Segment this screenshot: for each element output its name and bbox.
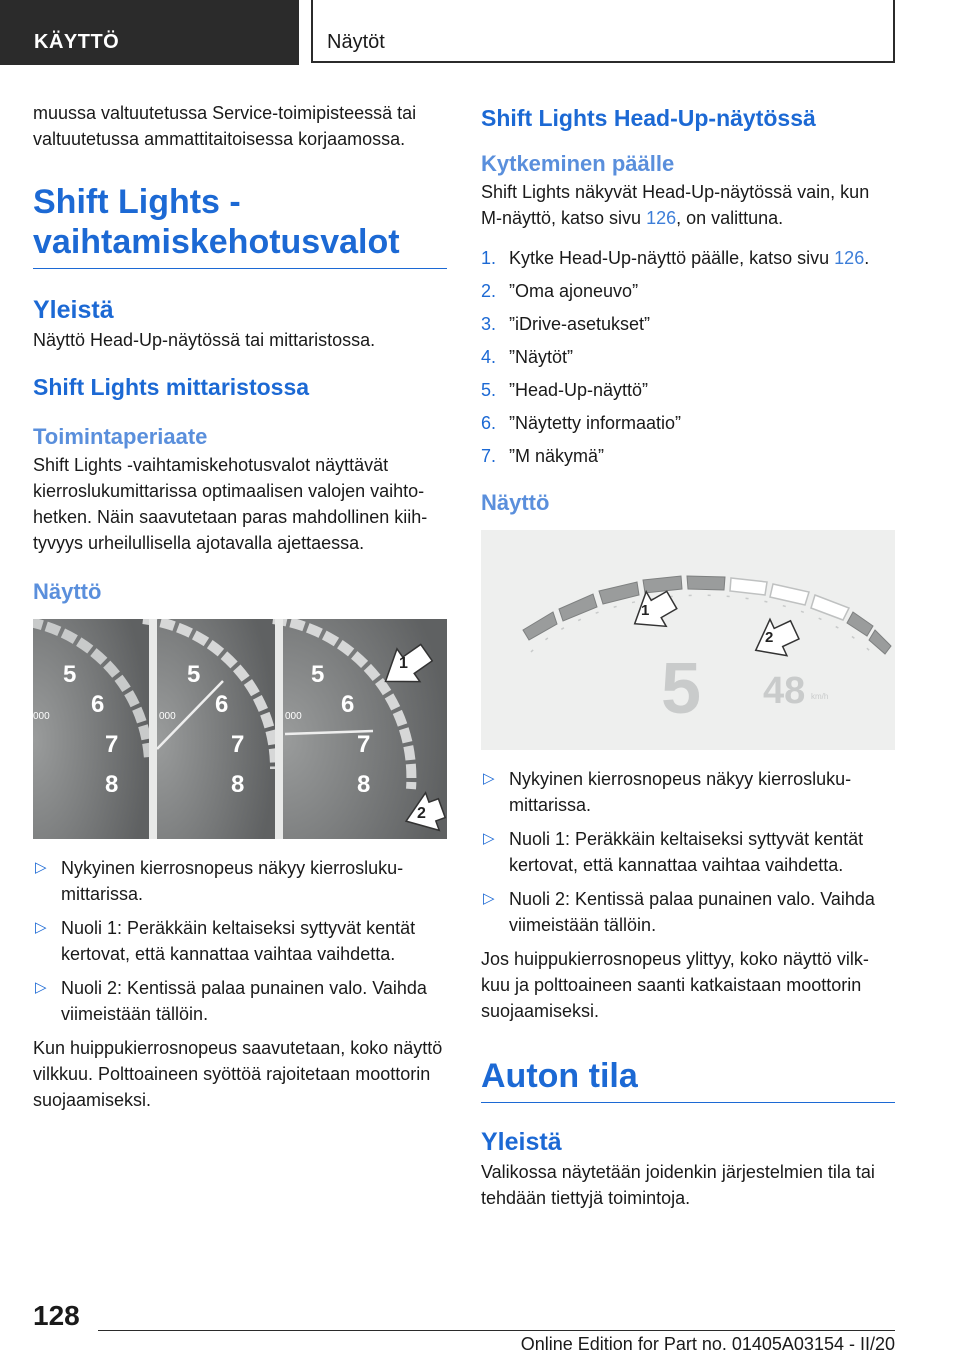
status-general-heading: Yleistä [481, 1128, 562, 1156]
right-outro-text: Jos huippukierrosnopeus ylittyy, koko näyttö vilk-kuu ja polttoaineen saanti katkaistaan moottorin suojaamiseksi. [481, 949, 869, 1021]
gauge-side-label: 000 [33, 711, 50, 722]
triangle-bullet-icon: ▷ [483, 770, 495, 787]
triangle-bullet-icon: ▷ [483, 830, 495, 847]
hud-speed-unit: km/h [811, 692, 829, 701]
principle-text: Shift Lights -vaihtamiskehotusvalot näyttävät kierroslukumittarissa optimaalisen valojen vaihto-hetken. Näin saavutetaan paras mahdollinen kiih-tyvyys urheilullisella ajotavalla ajettaessa. [33, 455, 428, 553]
triangle-bullet-icon: ▷ [35, 859, 47, 876]
hud-gear-indicator: 5 [661, 649, 702, 729]
triangle-bullet-icon: ▷ [483, 890, 495, 907]
enable-heading: Kytkeminen päälle [481, 151, 675, 176]
left-column [33, 100, 447, 1113]
gauge-number: 5 [311, 661, 325, 688]
list-item: ▷ Nuoli 2: Kentissä palaa punainen valo. Vaihda viimeistään tällöin. [33, 975, 447, 1027]
steps-list [481, 245, 895, 469]
hud-heading: Shift Lights Head-Up-näytössä [481, 105, 816, 131]
left-outro-text: Kun huippukierrosnopeus saavutetaan, koko näyttö vilkkuu. Polttoaineen syöttöä rajoitetaan moottorin suojaamiseksi. [33, 1038, 443, 1110]
shift-lights-title: Shift Lights - vaihtamiskehotusvalot [33, 182, 447, 269]
list-item: ▷ Nuoli 2: Kentissä palaa punainen valo. Vaihda viimeistään tällöin. [481, 886, 895, 938]
gauge-side-label: 000 [285, 711, 302, 722]
gauge-number: 5 [187, 661, 201, 688]
edition-text: Online Edition for Part no. 01405A03154 - II/20 [520, 1334, 895, 1354]
list-item: ▷ Nykyinen kierrosnopeus näkyy kierrosluku-mittarissa. [33, 855, 447, 907]
arrow-2-label: 2 [765, 629, 774, 646]
status-general-text: Valikossa näytetään joidenkin järjestelmien tila tai tehdään tiettyjä toimintoja. [481, 1162, 875, 1208]
step-item: 4. ”Näytöt” [481, 347, 574, 367]
step-item: 3. ”iDrive-asetukset” [481, 314, 651, 334]
step-item: 7. ”M näkymä” [481, 446, 605, 466]
general-heading: Yleistä [33, 296, 114, 324]
hud-figure [481, 530, 895, 750]
cluster-heading: Shift Lights mittaristossa [33, 374, 310, 400]
gauge-number: 6 [91, 691, 105, 718]
principle-heading: Toimintaperiaate [33, 424, 208, 449]
gauge-number: 7 [357, 731, 371, 758]
page-link[interactable]: 126 [646, 208, 677, 228]
list-item: ▷ Nuoli 1: Peräkkäin keltaiseksi syttyvät kentät kertovat, että kannattaa vaihtaa vaihdetta. [33, 915, 447, 967]
tachometer-illustration [33, 619, 447, 839]
triangle-bullet-icon: ▷ [35, 919, 47, 936]
footer-divider [98, 1330, 895, 1331]
page-number: 128 [33, 1300, 80, 1331]
gauge-number: 7 [231, 731, 245, 758]
hud-display-heading: Näyttö [481, 490, 550, 515]
gauge-number: 6 [341, 691, 355, 718]
triangle-bullet-icon: ▷ [35, 979, 47, 996]
step-item: 2. ”Oma ajoneuvo” [481, 281, 639, 301]
chapter-tab: Näytöt [311, 0, 895, 63]
right-bullet-list [481, 766, 895, 938]
arrow-1-label: 1 [399, 655, 408, 672]
list-item: ▷ Nykyinen kierrosnopeus näkyy kierrosluku-mittarissa. [481, 766, 895, 818]
section-tab: KÄYTTÖ [0, 0, 299, 65]
gauge-number: 8 [357, 771, 371, 798]
enable-text: Shift Lights näkyvät Head-Up-näytössä vain, kun M-näyttö, katso sivu 126, on valittuna. [481, 182, 870, 228]
arrow-2-label: 2 [417, 805, 426, 822]
gauge-side-label: 000 [159, 711, 176, 722]
gauge-number: 8 [231, 771, 245, 798]
gauge-number: 8 [105, 771, 119, 798]
step-item: 6. ”Näytetty informaatio” [481, 413, 682, 433]
display-heading: Näyttö [33, 579, 102, 604]
list-item: ▷ Nuoli 1: Peräkkäin keltaiseksi syttyvät kentät kertovat, että kannattaa vaihtaa vaihdetta. [481, 826, 895, 878]
left-bullet-list [33, 855, 447, 1027]
gauge-number: 7 [105, 731, 119, 758]
gauge-figure [33, 619, 447, 839]
gauge-number: 5 [63, 661, 77, 688]
step-item: 1. Kytke Head-Up-näyttö päälle, katso sivu 126. [481, 248, 870, 268]
hud-speed-value: 48 [763, 670, 806, 712]
intro-text: muussa valtuutetussa Service-toimipisteessä tai valtuutetussa ammattitaitoisessa korjaamossa. [33, 103, 417, 149]
step-item: 5. ”Head-Up-näyttö” [481, 380, 649, 400]
page-link[interactable]: 126 [834, 248, 865, 268]
right-column [481, 100, 895, 1211]
general-text: Näyttö Head-Up-näytössä tai mittaristossa. [33, 330, 376, 350]
gauge-number: 6 [215, 691, 229, 718]
arrow-1-label: 1 [641, 602, 650, 619]
status-title: Auton tila [481, 1056, 895, 1103]
